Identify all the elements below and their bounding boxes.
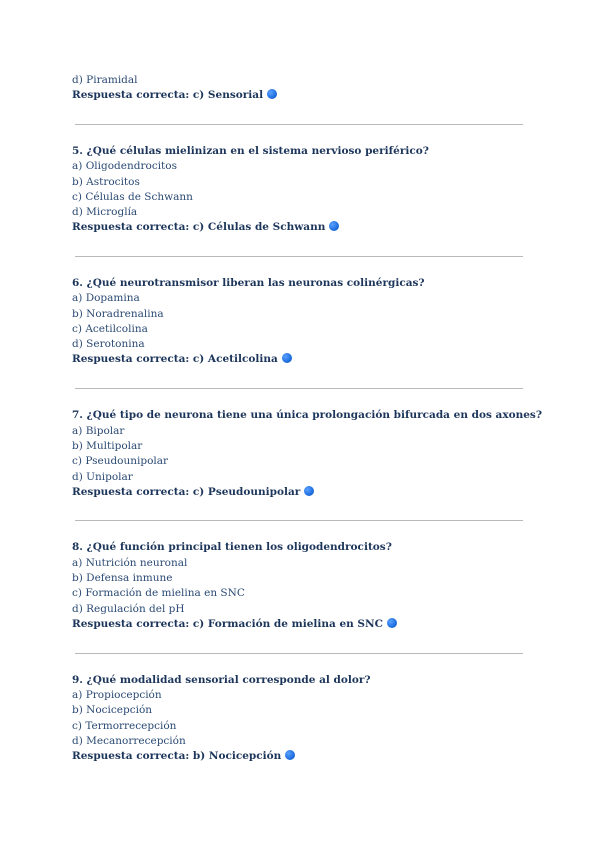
option-line: b) Noradrenalina (72, 308, 164, 320)
option-line: c) Formación de mielina en SNC (72, 587, 245, 599)
option-line: b) Astrocitos (72, 176, 140, 188)
option-line: a) Dopamina (72, 292, 140, 304)
option-line: d) Serotonina (72, 338, 145, 350)
question-title: 9. ¿Qué modalidad sensorial corresponde al dolor? (72, 674, 371, 686)
option-line: a) Oligodendrocitos (72, 160, 177, 172)
question-title: 6. ¿Qué neurotransmisor liberan las neuronas colinérgicas? (72, 277, 425, 289)
section-divider (75, 124, 523, 125)
question-title: 5. ¿Qué células mielinizan en el sistema nervioso periférico? (72, 145, 429, 157)
option-line: d) Microglía (72, 206, 138, 218)
option-line: d) Mecanorrecepción (72, 735, 186, 747)
blue-circle-icon (267, 89, 277, 99)
blue-circle-icon (282, 353, 292, 363)
section-divider (75, 520, 523, 521)
correct-answer: Respuesta correcta: c) Acetilcolina (72, 352, 292, 366)
option-line: a) Propiocepción (72, 689, 162, 701)
option-line: d) Unipolar (72, 471, 133, 483)
correct-answer: Respuesta correcta: c) Formación de mielina en SNC (72, 617, 397, 631)
question-title: 8. ¿Qué función principal tienen los oligodendrocitos? (72, 541, 392, 553)
correct-answer: Respuesta correcta: c) Pseudounipolar (72, 485, 314, 499)
option-line: b) Nocicepción (72, 704, 153, 716)
blue-circle-icon (304, 486, 314, 496)
section-divider (75, 256, 523, 257)
option-line: c) Pseudounipolar (72, 455, 169, 467)
blue-circle-icon (329, 221, 339, 231)
option-line: a) Bipolar (72, 425, 125, 437)
option-line: d) Piramidal (72, 74, 138, 86)
section-divider (75, 653, 523, 654)
option-line: b) Multipolar (72, 440, 143, 452)
option-line: c) Acetilcolina (72, 323, 148, 335)
question-title: 7. ¿Qué tipo de neurona tiene una única prolongación bifurcada en dos axones? (72, 409, 542, 421)
correct-answer: Respuesta correcta: b) Nocicepción (72, 749, 295, 763)
correct-answer: Respuesta correcta: c) Células de Schwann (72, 220, 339, 234)
option-line: a) Nutrición neuronal (72, 557, 188, 569)
correct-answer: Respuesta correcta: c) Sensorial (72, 88, 277, 102)
option-line: b) Defensa inmune (72, 572, 173, 584)
section-divider (75, 388, 523, 389)
option-line: d) Regulación del pH (72, 603, 185, 615)
option-line: c) Células de Schwann (72, 191, 193, 203)
blue-circle-icon (387, 618, 397, 628)
blue-circle-icon (285, 750, 295, 760)
option-line: c) Termorrecepción (72, 720, 177, 732)
